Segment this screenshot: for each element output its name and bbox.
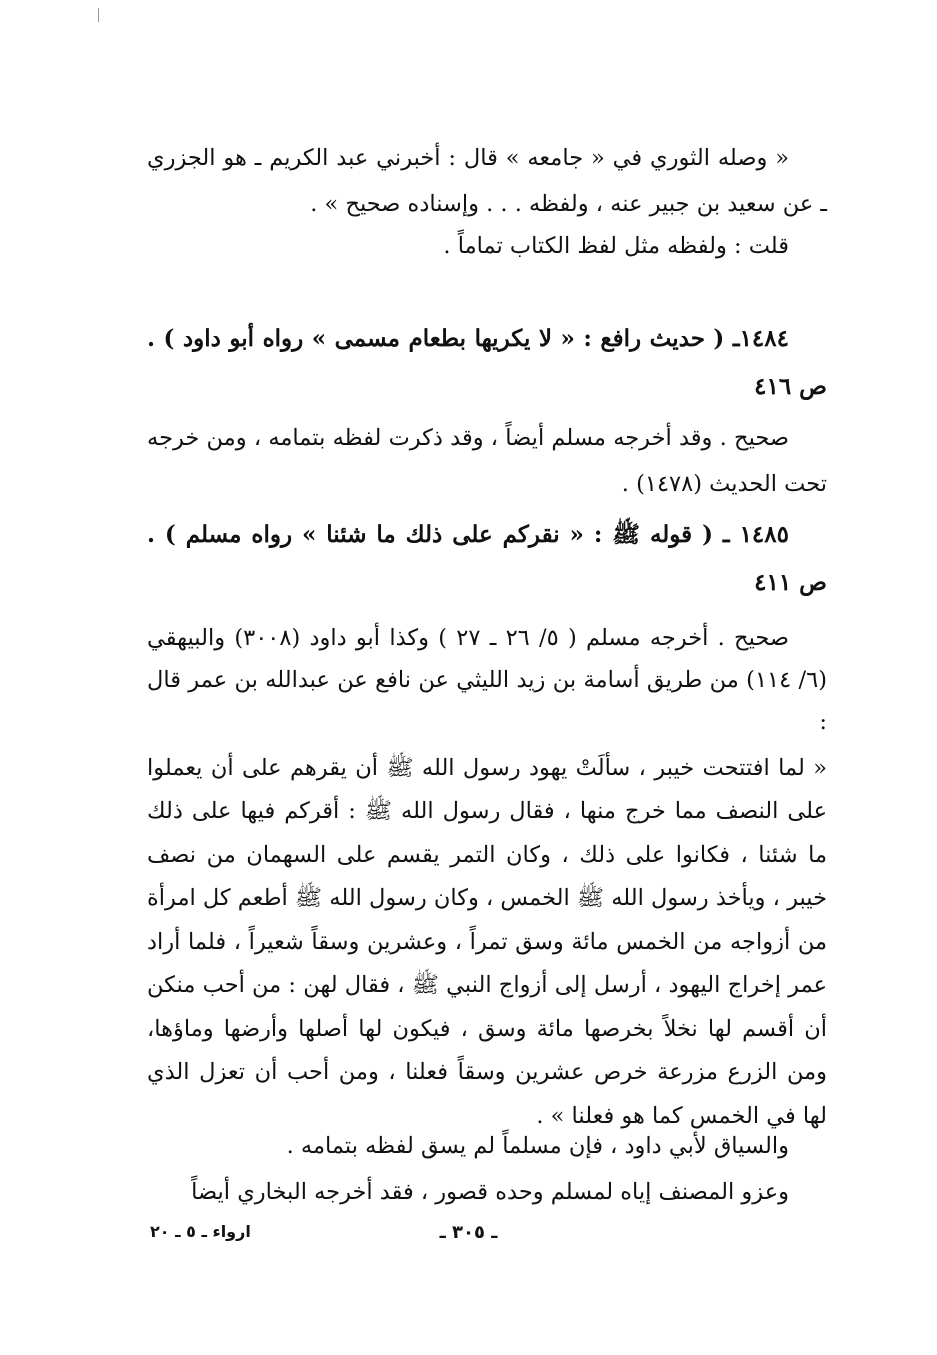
paragraph-thawri-report: « وصله الثوري في « جامعه » قال : أخبرني عبد الكريم ـ هو الجزري ـ عن سعيد بن جبير عنه ، ولفظه . . . وإسناده صحيح » . bbox=[147, 144, 827, 217]
paragraph-note: قلت : ولفظه مثل لفظ الكتاب تماماً . bbox=[443, 232, 789, 259]
footer-signature: ارواء ـ ٥ ـ ٢٠ bbox=[150, 1222, 251, 1241]
scan-mark bbox=[98, 8, 99, 22]
paragraph-sahih-1484: صحيح . وقد أخرجه مسلم أيضاً ، وقد ذكرت لفظه بتمامه ، ومن خرجه تحت الحديث (١٤٧٨) . bbox=[147, 424, 827, 497]
page-number: ـ ٣٠٥ ـ bbox=[439, 1222, 498, 1243]
paragraph-sahih-1485: صحيح . أخرجه مسلم ( ٥/ ٢٦ ـ ٢٧ ) وكذا أبو داود (٣٠٠٨) والبيهقي (٦/ ١١٤) من طريق أسامة بن زيد الليثي عن نافع عن عبدالله بن عمر قال : bbox=[147, 624, 828, 735]
paragraph-hadith-text: « لما افتتحت خيبر ، سألَتْ يهود رسول الله ﷺ أن يقرهم على أن يعملوا على النصف مما خرج منها ، فقال رسول الله ﷺ : أقركم فيها على ذلك ما شئنا ، فكانوا على ذلك ، وكان التمر يقسم على السهمان من نصف خيبر ، ويأخذ رسول الله ﷺ الخمس ، وكان رسول الله ﷺ أطعم كل امرأة من أزواجه من الخمس مائة وسق تمراً ، وعشرين وسقاً شعيراً ، فلما أراد عمر إخراج اليهود ، أرسل إلى أزواج النبي ﷺ ، فقال لهن : من أحب منكن أن أقسم لها نخلاً بخرصها مائة وسق ، فيكون لها أصلها وأرضها وماؤها، ومن الزرع مزرعة خرص عشرين وسقاً فعلنا ، ومن أحب أن تعزل الذي لها في الخمس كما هو فعلنا » . bbox=[146, 754, 827, 1129]
paragraph-context: والسياق لأبي داود ، فإن مسلماً لم يسق لفظه بتمامه . bbox=[286, 1132, 789, 1159]
hadith-heading-1485: ١٤٨٥ ـ ( قوله ﷺ : « نقركم على ذلك ما شئنا » رواه مسلم ) . ص ٤١١ bbox=[147, 521, 827, 596]
paragraph-attribution: وعزو المصنف إياه لمسلم وحده قصور ، فقد أخرجه البخاري أيضاً bbox=[191, 1178, 789, 1205]
hadith-heading-1484: ١٤٨٤ـ ( حديث رافع : « لا يكريها بطعام مسمى » رواه أبو داود ) . ص ٤١٦ bbox=[147, 325, 827, 400]
